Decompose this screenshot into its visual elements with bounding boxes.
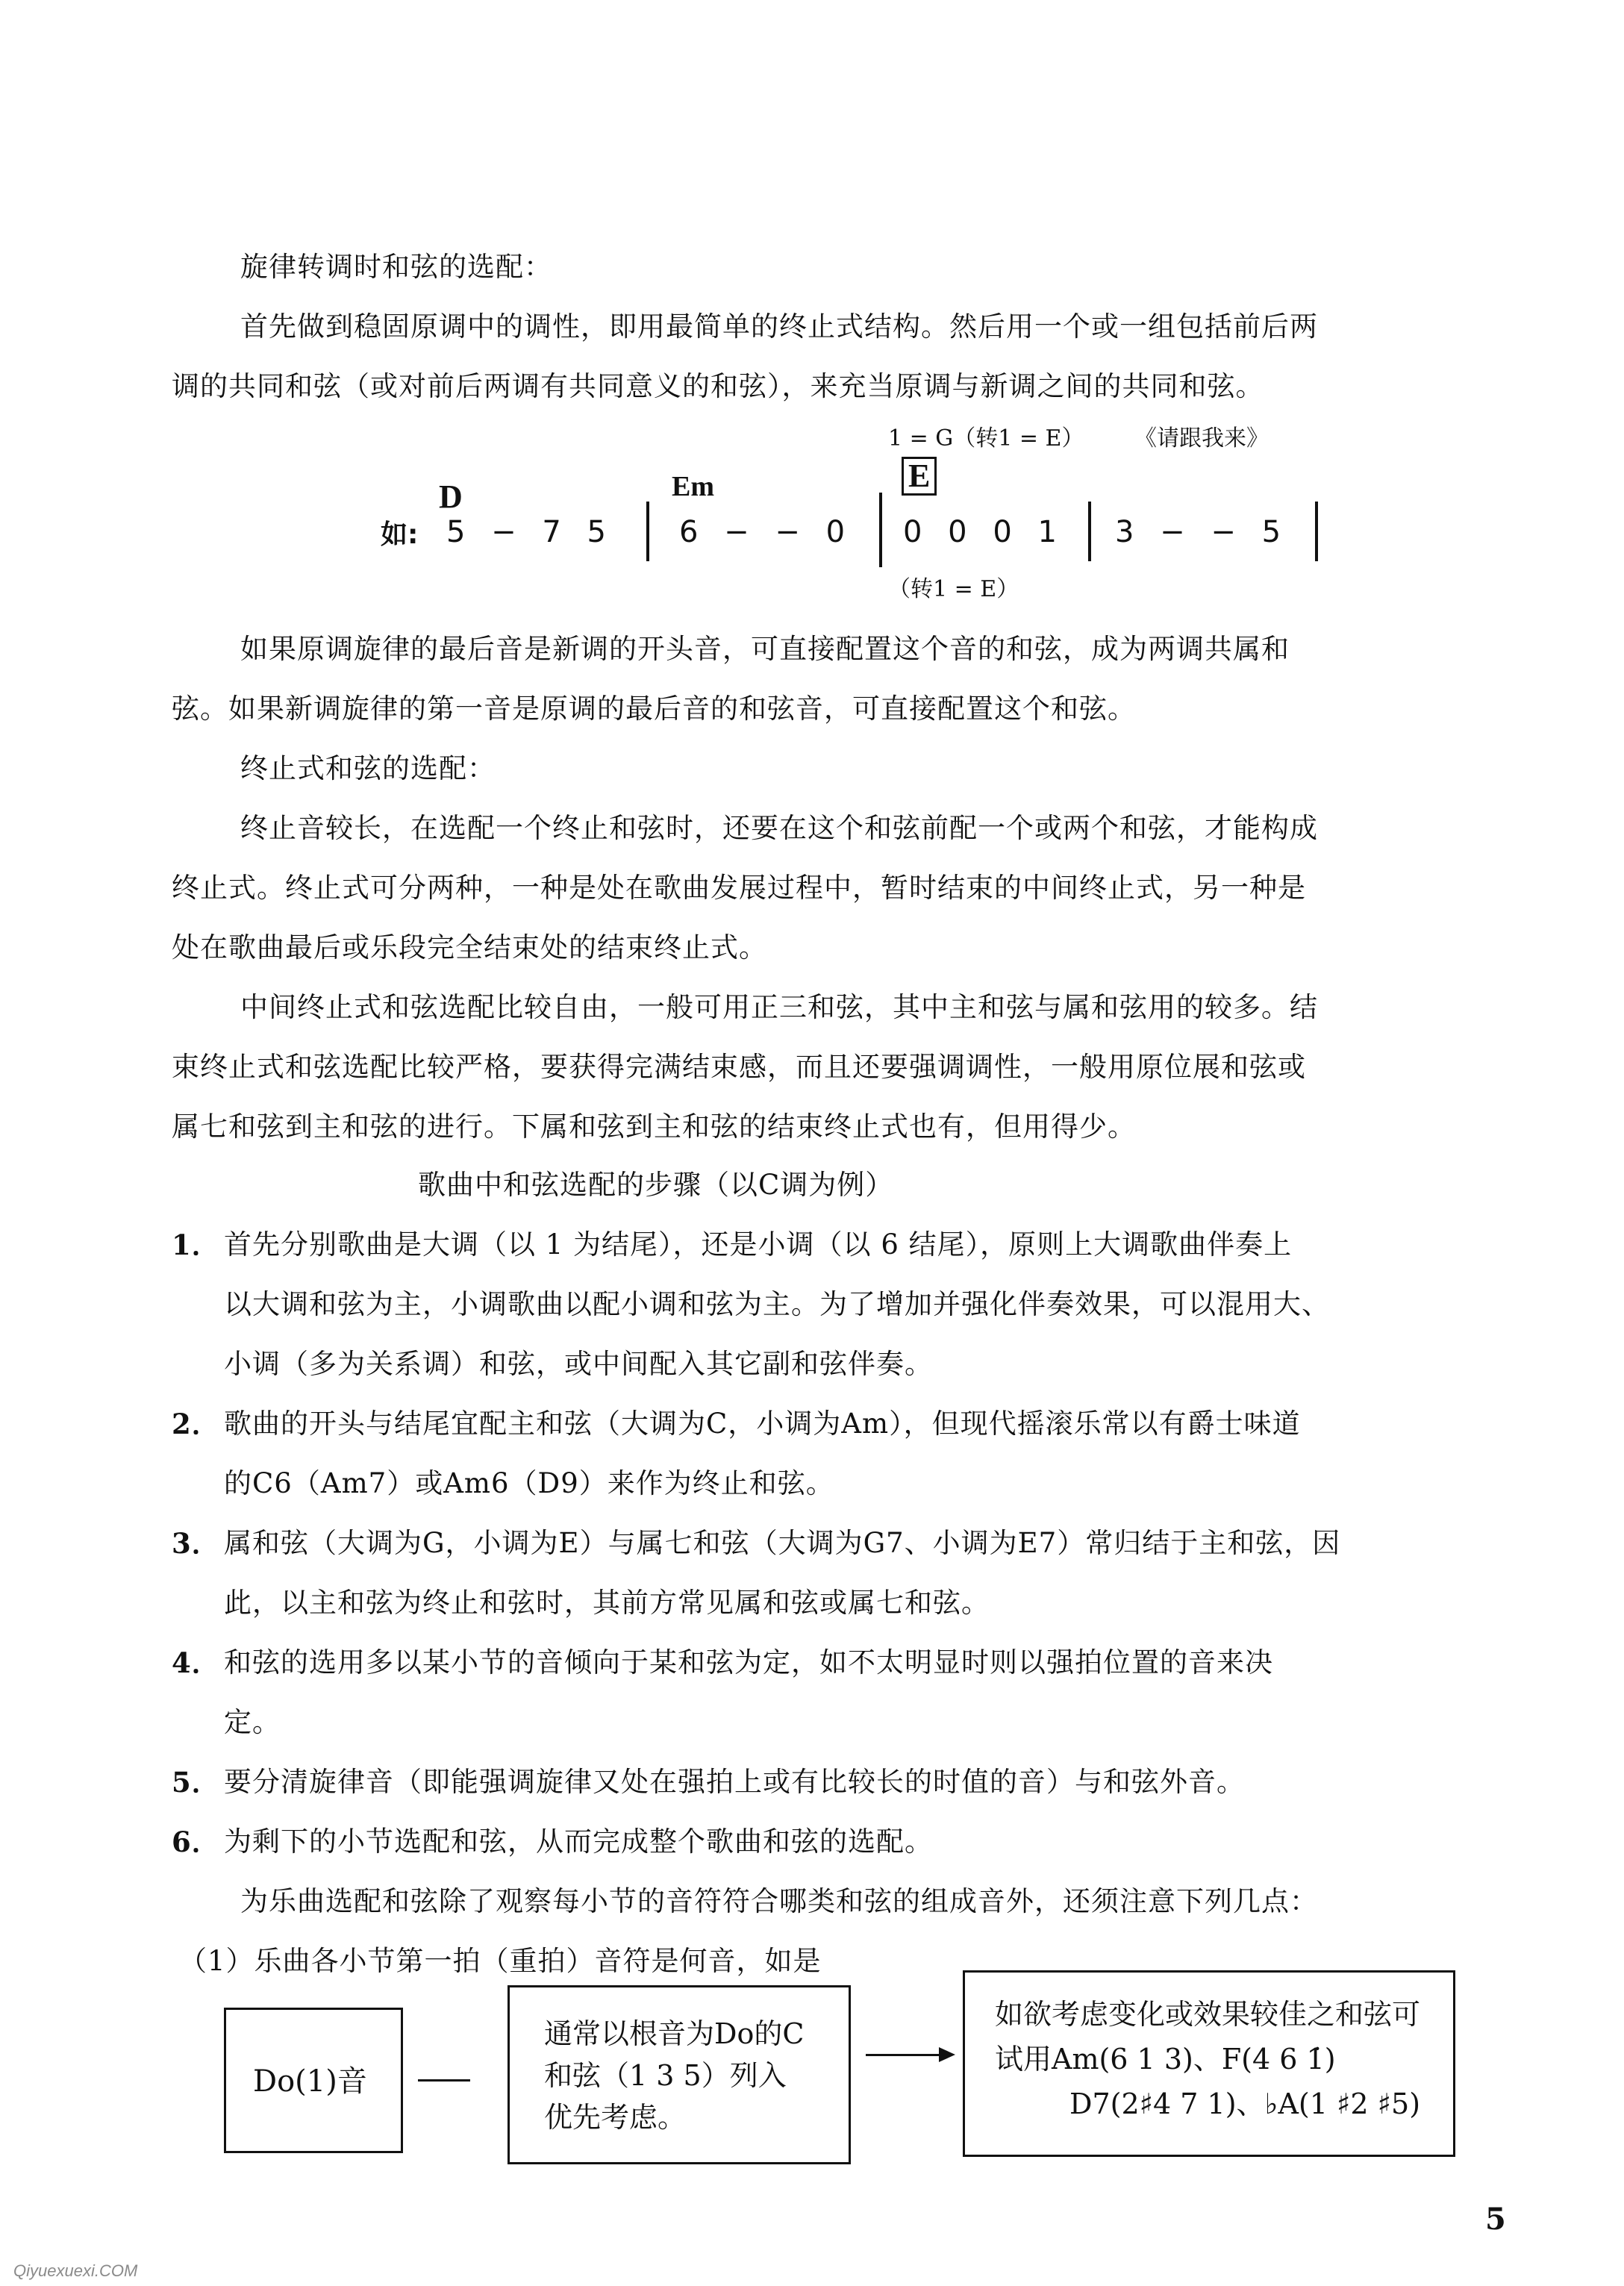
chord-e: E [902,457,937,496]
step-line: 为剩下的小节选配和弦，从而完成整个歌曲和弦的选配。 [224,1826,933,1858]
paragraph-line: 终止式。终止式可分两种，一种是处在歌曲发展过程中，暂时结束的中间终止式，另一种是 [172,872,1306,904]
key-signature-top: 1 = G（转1 = E） [888,425,1084,452]
step-line: 歌曲的开头与结尾宜配主和弦（大调为C，小调为Am），但现代摇滚乐常以有爵士味道 [224,1408,1301,1440]
paragraph-line: 中间终止式和弦选配比较自由，一般可用正三和弦，其中主和弦与属和弦用的较多。结 [240,991,1318,1023]
measure-1: 5 − 7 5 [446,515,607,549]
box-do-text: Do(1)音 [253,2064,367,2099]
paragraph-line: 束终止式和弦选配比较严格，要获得完满结束感，而且还要强调调性，一般用原位展和弦或 [172,1051,1306,1083]
page-number: 5 [1485,2202,1506,2237]
paragraph-line: 调的共同和弦（或对前后两调有共同意义的和弦），来充当原调与新调之间的共同和弦。 [172,370,1264,402]
paragraph-line: 终止音较长，在选配一个终止和弦时，还要在这个和弦前配一个或两个和弦，才能构成 [240,812,1318,844]
heading-steps: 歌曲中和弦选配的步骤（以C调为例） [418,1169,894,1201]
example-prefix: 如: [381,519,419,550]
barline-end [1315,502,1318,561]
paragraph-line: 如果原调旋律的最后音是新调的开头音，可直接配置这个音的和弦，成为两调共属和 [240,633,1290,665]
step-line: 属和弦（大调为G，小调为E）与属七和弦（大调为G7、小调为E7）常归结于主和弦，因 [224,1527,1341,1559]
box-alt-line: D7(2♯4 7 1)、♭A(1 ♯2 ♯5) [1069,2087,1421,2120]
paragraph-line: 弦。如果新调旋律的第一音是原调的最后音的和弦音，可直接配置这个和弦。 [172,693,1136,725]
box-do [224,2008,403,2153]
step-number: 2． [172,1408,220,1440]
measure-3: 0 0 0 1 [903,515,1057,549]
paragraph-line: 首先做到稳固原调中的调性，即用最简单的终止式结构。然后用一个或一组包括前后两 [240,310,1318,343]
step-line: 的C6（Am7）或Am6（D9）来作为终止和弦。 [224,1467,834,1499]
chord-em: Em [672,471,714,502]
arrow-line [866,2054,940,2056]
step-line: 以大调和弦为主，小调歌曲以配小调和弦为主。为了增加并强化伴奏效果，可以混用大、 [224,1288,1330,1320]
step-line: 小调（多为关系调）和弦，或中间配入其它副和弦伴奏。 [224,1348,933,1380]
box-alt-line: 如欲考虑变化或效果较佳之和弦可 [995,1998,1421,2031]
step-number: 1． [172,1228,220,1261]
box-alt-line: 试用Am(6 1 3)、F(4 6 1̇) [995,2043,1336,2076]
step-number: 5． [172,1766,220,1799]
box-alternatives [963,1970,1455,2157]
step-number: 3． [172,1527,220,1560]
point-1: （1）乐曲各小节第一拍（重拍）音符是何音，如是 [179,1945,822,1977]
step-number: 6． [172,1826,220,1858]
step-line: 首先分别歌曲是大调（以 1 为结尾），还是小调（以 6 结尾），原则上大调歌曲伴奏上 [224,1228,1293,1261]
song-title: 《请跟我来》 [1134,425,1269,452]
paragraph-line: 为乐曲选配和弦除了观察每小节的音符符合哪类和弦的组成音外，还须注意下列几点： [240,1885,1318,1917]
step-number: 4． [172,1646,220,1679]
heading-modulation: 旋律转调时和弦的选配： [240,251,552,283]
step-line: 此，以主和弦为终止和弦时，其前方常见属和弦或属七和弦。 [224,1587,990,1619]
watermark: Qiyuexuexi.COM [13,2261,138,2280]
paragraph-line: 属七和弦到主和弦的进行。下属和弦到主和弦的结束终止式也有，但用得少。 [172,1111,1136,1143]
arrow-right-icon [939,2047,955,2062]
measure-2: 6 − − 0 [679,515,846,549]
connector-dash [418,2079,470,2082]
box-c-line: 通常以根音为Do的C [544,2017,805,2050]
step-line: 定。 [224,1706,281,1738]
key-signature-bottom: （转1 = E） [888,576,1019,602]
chord-d: D [439,478,463,515]
barline [646,502,649,561]
step-line: 和弦的选用多以某小节的音倾向于某和弦为定，如不太明显时则以强拍位置的音来决 [224,1646,1273,1678]
heading-cadence: 终止式和弦的选配： [240,752,496,784]
barline [879,493,882,567]
box-c-chord [508,1985,851,2164]
barline [1088,502,1091,561]
box-c-line: 和弦（1 3 5）列入 [544,2059,787,2092]
step-line: 要分清旋律音（即能强调旋律又处在强拍上或有比较长的时值的音）与和弦外音。 [224,1766,1245,1798]
paragraph-line: 处在歌曲最后或乐段完全结束处的结束终止式。 [172,931,767,964]
box-c-line: 优先考虑。 [544,2101,687,2134]
measure-4: 3 − − 5 [1115,515,1281,549]
